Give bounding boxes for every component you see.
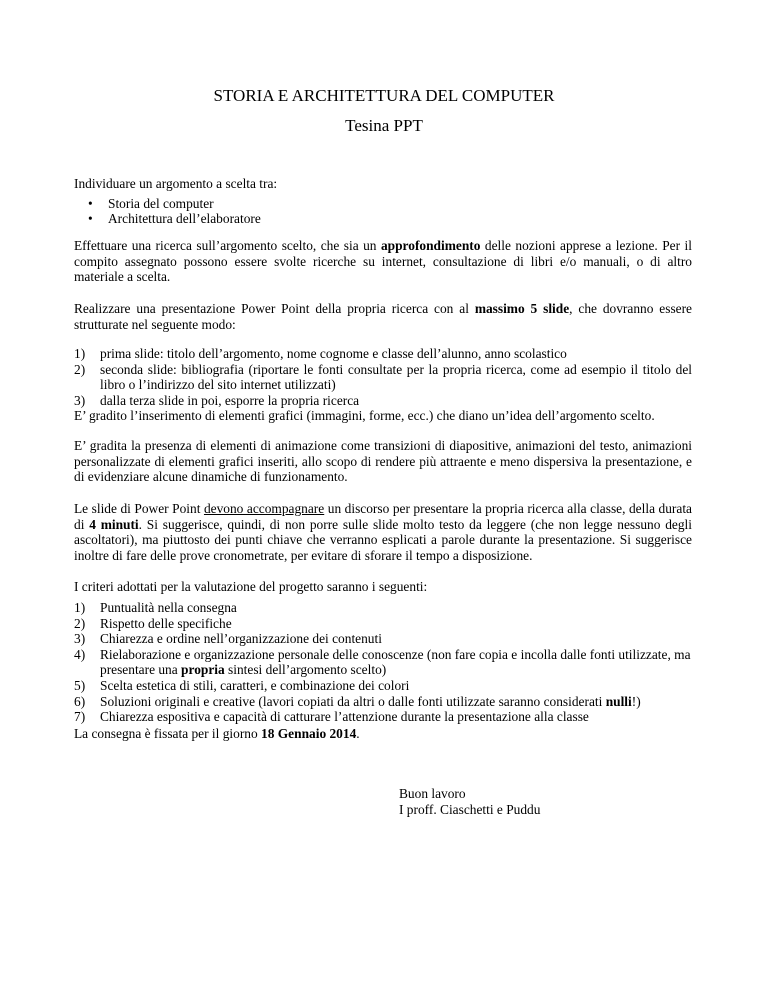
document-title: STORIA E ARCHITETTURA DEL COMPUTER [213, 86, 555, 105]
deadline-paragraph [74, 726, 692, 742]
authors-text: I proff. Ciaschetti e Puddu [399, 801, 541, 817]
intro-section [74, 176, 692, 227]
text-run: Le slide di Power Point [74, 501, 204, 516]
text-run: Soluzioni originali e creative (lavori copiati da altri o dalle fonti utilizzate saranno considerati [100, 693, 606, 709]
bold-text: massimo 5 slide [474, 301, 570, 316]
text-run: un discorso per presentare la propria ricerca alla classe, della durata di [74, 501, 692, 532]
list-text: Scelta estetica di stili, caratteri, e combinazione dei colori [100, 677, 410, 693]
list-number: 4) [74, 646, 86, 662]
topics-list [74, 196, 692, 227]
criteria-list [74, 600, 692, 725]
list-number: 2) [74, 361, 86, 377]
list-text: Rispetto delle specifiche [100, 615, 232, 631]
list-text: Puntualità nella consegna [100, 600, 237, 615]
criteria-intro: I criteri adottati per la valutazione del progetto saranno i seguenti: [74, 579, 428, 594]
closing-text: Buon lavoro [399, 786, 466, 801]
paragraph-animation: E’ gradita la presenza di elementi di animazione come transizioni di diapositive, animazioni del testo, animazioni personalizzate di elementi grafici inseriti, allo scopo di rendere più attraente e meno dispersiva la presentazione, e di evidenziare alcune dinamiche di funzionamento. [74, 438, 692, 485]
list-text: Chiarezza e ordine nell’organizzazione dei contenuti [100, 631, 382, 647]
list-item [74, 393, 692, 409]
bold-text: propria [181, 662, 225, 678]
list-item [74, 346, 692, 362]
list-number: 1) [74, 346, 86, 361]
list-text: dalla terza slide in poi, esporre la propria ricerca [100, 392, 360, 408]
list-number: 6) [74, 693, 86, 709]
signature-block [399, 786, 699, 817]
bold-text: 4 minuti [89, 516, 139, 532]
bullet-icon: • [88, 211, 93, 227]
list-text: prima slide: titolo dell’argomento, nome cognome e classe dell’alunno, anno scolastico [100, 346, 567, 361]
list-item [74, 196, 692, 212]
list-number: 3) [74, 392, 86, 408]
text-run: !) [631, 693, 641, 709]
list-text: Chiarezza espositiva e capacità di catturare l’attenzione durante la presentazione alla classe [100, 709, 589, 725]
intro-text: Individuare un argomento a scelta tra: [74, 176, 278, 191]
paragraph-presentation [74, 301, 692, 332]
list-item [74, 709, 692, 725]
paragraph-research [74, 238, 692, 285]
list-number: 2) [74, 615, 86, 631]
document-subtitle: Tesina PPT [345, 116, 423, 135]
text-run: delle nozioni apprese a lezione. Per il compito assegnato possono essere svolte ricerche su internet, consultazione di libri e/o manuali, o di altro materiale a scelta. [74, 238, 692, 285]
list-number: 1) [74, 600, 86, 615]
list-number: 7) [74, 709, 86, 725]
topic-label: Storia del computer [108, 195, 214, 211]
text-run: La consegna è fissata per il giorno [74, 726, 262, 741]
list-item [74, 647, 692, 678]
list-number: 3) [74, 631, 86, 647]
bullet-icon: • [88, 195, 93, 211]
text-run: Realizzare una presentazione Power Point della propria ricerca con al [74, 301, 475, 316]
list-item [74, 211, 692, 227]
list-item [74, 694, 692, 710]
text-run: Rielaborazione e organizzazione personale delle conoscenze (non fare copia e incolla dalle fonti utilizzate, ma presentare una [100, 646, 691, 678]
bold-text: approfondimento [380, 238, 481, 253]
underlined-text: devono accompagnare [203, 501, 325, 516]
paragraph-duration [74, 501, 692, 563]
slides-list [74, 346, 692, 408]
list-item [74, 631, 692, 647]
text-run: , che dovranno essere strutturate nel seguente modo: [74, 301, 693, 332]
list-item [74, 616, 692, 632]
list-item [74, 678, 692, 694]
bold-text: nulli [605, 693, 632, 709]
text-run: sintesi dell’argomento scelto) [224, 662, 387, 678]
topic-label: Architettura dell’elaboratore [108, 211, 261, 227]
list-item [74, 362, 692, 393]
text-run: Effettuare una ricerca sull’argomento scelto, che sia un [74, 238, 381, 253]
text-run: . [356, 726, 360, 741]
list-number: 5) [74, 677, 86, 693]
deadline-date: 18 Gennaio 2014 [261, 726, 357, 741]
text-run: . Si suggerisce, quindi, di non porre sulle slide molto testo da leggere (che non legge nessuno degli ascoltatori), ma piuttosto dei punti chiave che verranno esplicati a parole durante la presentazione. Si suggerisce inoltre di fare delle prove cronometrate, per evitare di sforare il tempo a disposizione. [74, 516, 692, 563]
list-text: seconda slide: bibliografia (riportare le fonti consultate per la propria ricerca, come ad esempio il titolo del libro o l’indirizzo del sito internet utilizzati) [100, 361, 692, 393]
paragraph-graphics: E’ gradito l’inserimento di elementi grafici (immagini, forme, ecc.) che diano un’idea dell’argomento scelto. [74, 408, 655, 423]
list-item [74, 600, 692, 616]
